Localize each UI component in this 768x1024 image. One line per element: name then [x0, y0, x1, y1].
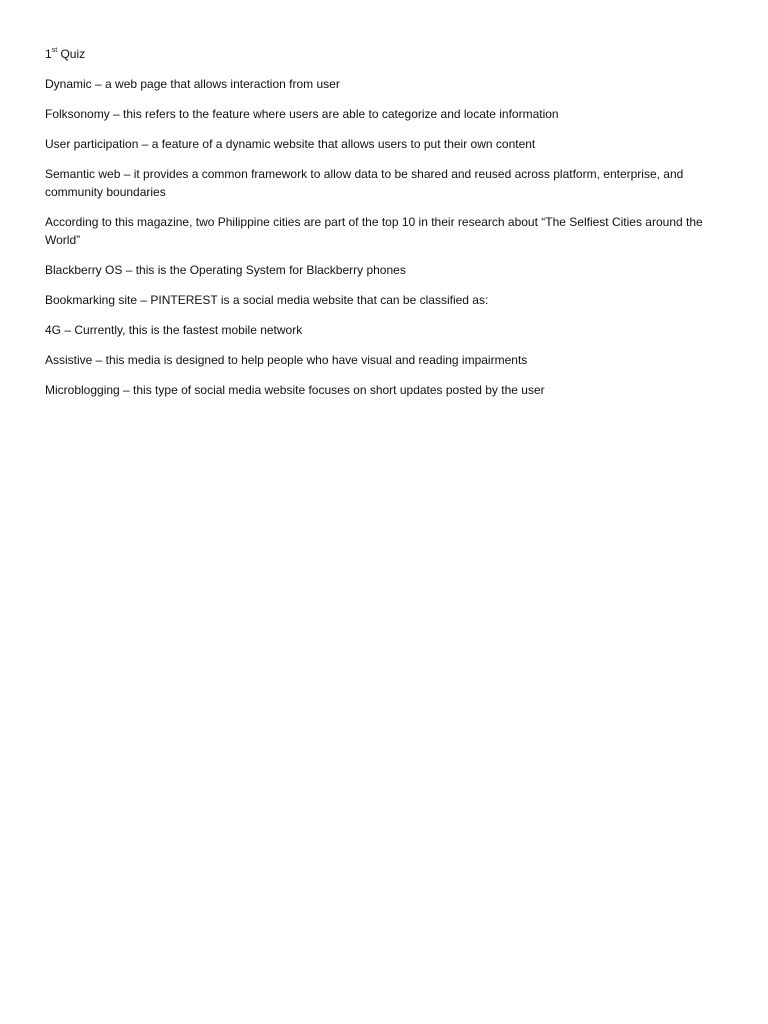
quiz-content — [45, 45, 735, 411]
quiz-answer-item: 4G – Currently, this is the fastest mobile network — [45, 323, 303, 337]
quiz-answer-item: User participation – a feature of a dynamic website that allows users to put their own content — [45, 137, 536, 151]
quiz-answer-item: Bookmarking site – PINTEREST is a social media website that can be classified as: — [45, 293, 489, 307]
quiz-title — [45, 45, 735, 63]
quiz-answer-item: Assistive – this media is designed to help people who have visual and reading impairments — [45, 353, 528, 367]
quiz-answer-item: Semantic web – it provides a common framework to allow data to be shared and reused across platform, enterprise, and community boundaries — [45, 167, 684, 199]
quiz-answer-item: Folksonomy – this refers to the feature where users are able to categorize and locate information — [45, 107, 559, 121]
quiz-title-superscript: st — [51, 47, 58, 54]
quiz-answer-item: Dynamic – a web page that allows interaction from user — [45, 77, 340, 91]
quiz-title-text: Quiz — [57, 47, 86, 61]
quiz-title-number: 1 — [45, 47, 52, 61]
quiz-answer-item: According to this magazine, two Philippine cities are part of the top 10 in their research about “The Selfiest Cities around the World” — [45, 215, 703, 247]
quiz-answer-list — [45, 75, 735, 399]
quiz-answer-item: Microblogging – this type of social media website focuses on short updates posted by the user — [45, 383, 545, 397]
quiz-answer-item: Blackberry OS – this is the Operating System for Blackberry phones — [45, 263, 406, 277]
